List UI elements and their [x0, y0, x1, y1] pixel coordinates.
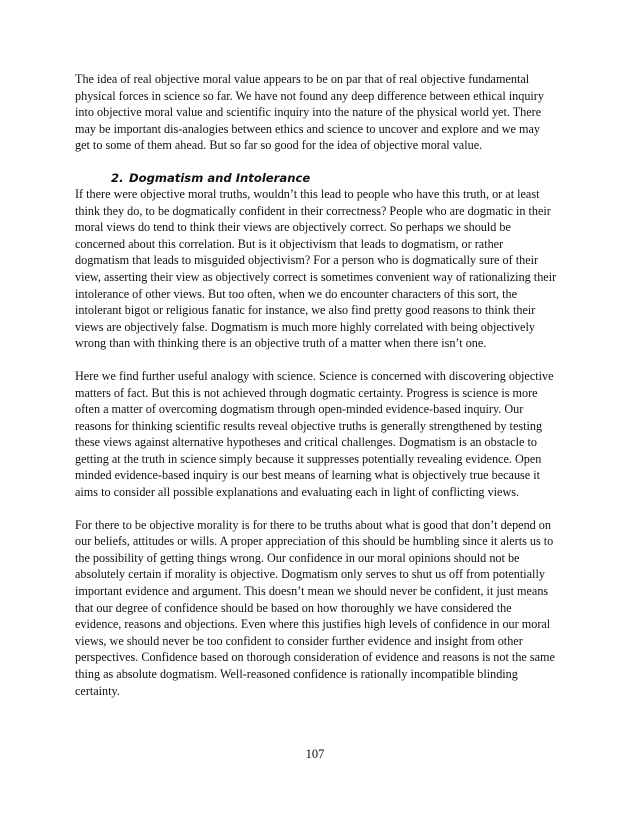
page-number: 107 — [305, 747, 325, 761]
section-title: Dogmatism and Intolerance — [129, 170, 311, 185]
paragraph-objective-moral-value: The idea of real objective moral value appears to be on par that of real objective fundamental physical forces in science so far. We have not found any deep difference between ethical inquiry into objective moral value and scientific inquiry into the nature of the physical world yet. There may be important dis-analogies between ethics and science to uncover and explore and we may get to some of them ahead. But so far so good for the idea of objective moral value. — [75, 72, 544, 153]
section-heading — [75, 170, 557, 186]
paragraph-science-analogy: Here we find further useful analogy with science. Science is concerned with discovering objective matters of fact. But this is not achieved through dogmatic certainty. Progress is science is more often a matter of overcoming dogmatism through open-minded evidence-based inquiry. Our reasons for thinking scientific results reveal objective truths is generally strengthened by testing these views against alternative hypotheses and critical challenges. Dogmatism is an obstacle to getting at the truth in science simply because it suppresses potentially revealing evidence. Open minded evidence-based inquiry is our best means of learning what is objectively true because it aims to consider all possible explanations and evaluating each in light of conflicting views. — [75, 368, 554, 500]
section-number: 2. — [111, 170, 124, 185]
paragraph-dogmatism-question: If there were objective moral truths, wouldn’t this lead to people who have this truth, or at least think they do, to be dogmatically confident in their correctness? People who are dogmatic in their moral views do tend to think their views are objectively correct. So perhaps we should be concerned about this correlation. But is it objectivism that leads to dogmatism, or rather dogmatism that leads to misguided objectivism? For a person who is dogmatically sure of their view, asserting their view as objectively correct is sometimes convenient way of rationalizing their intolerance of other views. But too often, when we do encounter characters of this sort, the intolerant bigot or religious fanatic for instance, we also find pretty good reasons to think their views are objectively false. Dogmatism is much more highly correlated with being objectively wrong than with thinking there is an objective truth of a matter when there isn’t one. — [75, 186, 557, 351]
paragraph-objective-morality: For there to be objective morality is for there to be truths about what is good that don’t depend on our beliefs, attitudes or wills. A proper appreciation of this should be humbling since it alerts us to the possibility of getting things wrong. Our confidence in our moral opinions should not be absolutely certain if morality is objective. Dogmatism only serves to shut us off from potentially important evidence and argument. This doesn’t mean we should never be confident, it just means that our degree of confidence should be based on how thoroughly we have considered the evidence, reasons and objections. Even where this justifies high levels of confidence in our moral views, we should never be too confident to consider further evidence and insight from other perspectives. Confidence based on thorough consideration of evidence and reasons is not the same thing as absolute dogmatism. Well-reasoned confidence is rationally incompatible blinding certainty. — [75, 517, 555, 698]
body-text — [75, 71, 557, 699]
